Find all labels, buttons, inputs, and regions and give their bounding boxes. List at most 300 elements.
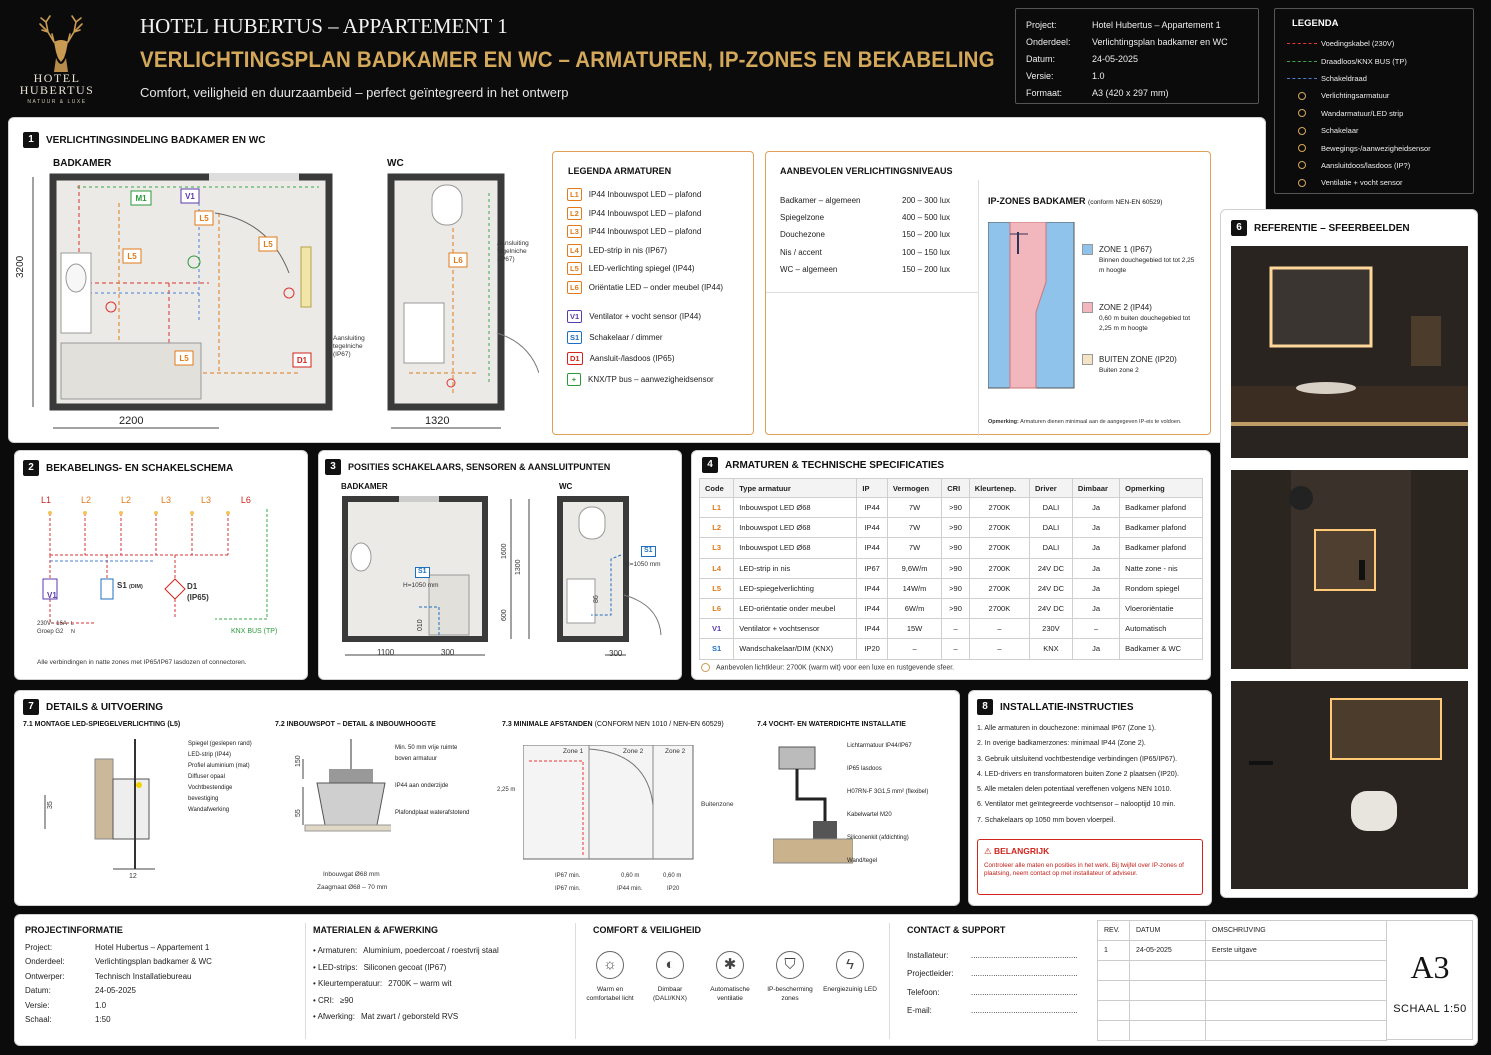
positions-plan — [339, 495, 679, 670]
spec-code-cell — [700, 518, 734, 538]
legend-item — [1283, 139, 1473, 156]
footer-value: Aluminium, poedercoat / roestvrij staal — [363, 946, 499, 955]
spec-header-cell: Driver — [1029, 479, 1072, 498]
footer-value: Technisch Installatiebureau — [95, 971, 192, 981]
note-bath-niche: Aansluiting tegelniche (IP67) — [333, 335, 365, 359]
section-2-title: 2 BEKABELINGS- EN SCHAKELSCHEMA — [23, 460, 233, 476]
footer-mat-row — [313, 960, 499, 977]
bathroom-label: BADKAMER — [53, 158, 112, 169]
footer-contact-title: CONTACT & SUPPORT — [907, 925, 1006, 935]
footer-value: 2700K – warm wit — [388, 979, 452, 989]
niveau-row — [780, 226, 950, 243]
rev-cell: Eerste uitgave — [1206, 941, 1387, 961]
s3-wc-label: WC — [559, 482, 573, 491]
legend-item — [1283, 70, 1473, 87]
spec-cell-ip: IP44 — [857, 498, 887, 518]
project-info-key: Onderdeel: — [1026, 37, 1071, 47]
rev-cell — [1206, 961, 1387, 981]
footer-key: CRI: — [318, 995, 335, 1005]
niveau-lux: 200 – 300 lux — [902, 196, 951, 205]
spec-cell-dim: – — [1072, 619, 1119, 639]
armatuur-code: L6 — [567, 281, 582, 294]
ipzone-desc: 0,60 m buiten douchegebied tot 2,25 m m hoogte — [1099, 315, 1191, 332]
spec-code-cell — [700, 619, 734, 639]
legend-item-label: Bewegings-/aanwezigheidsensor — [1321, 143, 1431, 153]
footer-mat-row — [313, 943, 499, 960]
armatuur-label: LED-verlichting spiegel (IP44) — [588, 264, 695, 273]
section-6-title: 6 REFERENTIE – SFEERBEELDEN — [1231, 220, 1410, 236]
marker-l6: L6 — [453, 256, 463, 265]
armatuur-legend-row — [567, 225, 723, 238]
project-info-value: Hotel Hubertus – Appartement 1 — [1092, 20, 1221, 30]
ventilation-icon: ✱ — [716, 951, 744, 979]
spec-cell-drv: 24V DC — [1029, 558, 1072, 578]
rev-row — [1098, 1021, 1387, 1041]
rev-header-cell: DATUM — [1130, 921, 1206, 941]
armatuur-code: L5 — [567, 262, 582, 275]
footer-key: Versie: — [25, 1000, 50, 1010]
dim-600: 600 — [501, 609, 508, 621]
niveau-lux: 100 – 150 lux — [902, 247, 951, 257]
spec-code: L2 — [712, 523, 722, 533]
niveau-area: Badkamer – algemeen — [780, 196, 861, 205]
panel-referentie — [1220, 209, 1478, 898]
armatuur-label: Ventilator + vocht sensor (IP44) — [589, 312, 702, 321]
fan-icon — [1283, 179, 1321, 187]
detail-72-dim-a: 150 — [295, 755, 302, 767]
spec-code: L5 — [712, 583, 722, 593]
spec-cell-drv: 24V DC — [1029, 598, 1072, 618]
footer-value: Verlichtingsplan badkamer & WC — [95, 957, 212, 967]
legenda-armaturen — [552, 151, 754, 435]
legend-title: LEGENDA — [1292, 18, 1339, 29]
armatuur-label: LED-strip in nis (IP67) — [588, 245, 668, 255]
rev-cell — [1098, 961, 1130, 981]
footer-key: E-mail: — [907, 1006, 932, 1016]
detail-73-height: 2,25 m — [497, 787, 516, 793]
footer-mat-row — [313, 1009, 499, 1026]
spec-cell-drv: DALI — [1029, 538, 1072, 558]
spec-cell-type: Inbouwspot LED Ø68 — [734, 518, 857, 538]
specs-note: Aanbevolen lichtkleur: 2700K (warm wit) voor een luxe en rustgevende sfeer. — [701, 663, 954, 673]
detail-label: Plafondplaat waterafstotend — [395, 810, 470, 816]
shield-icon: ⛉ — [776, 951, 804, 979]
footer-mat-title: MATERIALEN & AFWERKING — [313, 925, 438, 935]
bullet: • — [313, 1012, 318, 1022]
ipzone-swatch — [1082, 302, 1093, 313]
spec-header-cell: Opmerking — [1120, 479, 1203, 498]
wiring-d1: D1 (IP65) — [187, 582, 209, 602]
project-info-key: Formaat: — [1026, 88, 1063, 98]
comfort-item — [641, 951, 699, 1003]
legend-item — [1283, 174, 1473, 191]
detail-label: Spiegel (geslepen rand) — [188, 741, 252, 747]
spec-cell-p: 15W — [887, 619, 941, 639]
line-swatch-icon — [1283, 61, 1321, 62]
spec-cell-ip: IP44 — [857, 518, 887, 538]
photo-shower — [1231, 470, 1468, 669]
armatuur-legend-row — [567, 188, 723, 201]
spec-cell-cri: >90 — [942, 578, 970, 598]
spec-row — [700, 619, 1203, 639]
bullet: • — [313, 995, 319, 1005]
footer-comfort-title: COMFORT & VEILIGHEID — [593, 925, 701, 935]
comfort-label: Warm en comfortabel licht — [586, 986, 634, 1002]
detail-label: Kabelwartel M20 — [847, 812, 892, 818]
spec-cell-type: Inbouwspot LED Ø68 — [734, 538, 857, 558]
legend-item-label: Schakeldraad — [1321, 73, 1367, 83]
detail-label: IP65 lasdoos — [847, 766, 882, 772]
supply-label: 230V~ 16A Groep G2 — [37, 621, 67, 635]
spec-code-cell — [700, 498, 734, 518]
spec-cell-ip: IP44 — [857, 619, 887, 639]
ipzone-name: BUITEN ZONE (IP20) — [1099, 355, 1177, 364]
panel-bekabeling — [14, 450, 308, 680]
detail-label: IP44 aan onderzijde — [395, 783, 449, 789]
ipzone-item — [1082, 354, 1210, 376]
wc-height-note: H=1050 mm — [625, 561, 661, 568]
marker-l5-d: L5 — [179, 354, 189, 363]
project-info-value: A3 (420 x 297 mm) — [1092, 88, 1169, 98]
footer-mat-row — [313, 976, 499, 993]
legend-item — [1283, 105, 1473, 122]
marker-l5-b: L5 — [263, 240, 273, 249]
spec-header-cell: Code — [700, 479, 734, 498]
footer-value: 24-05-2025 — [95, 986, 136, 996]
spec-cell-dim: Ja — [1072, 558, 1119, 578]
niveau-lux: 400 – 500 lux — [902, 213, 951, 223]
project-info-value: Verlichtingsplan badkamer en WC — [1092, 37, 1228, 47]
rev-cell — [1098, 1021, 1130, 1041]
niveau-area: Spiegelzone — [780, 213, 825, 223]
detail-73-zone2a: Zone 2 — [623, 748, 644, 755]
wiring-s1: S1 (DIM) — [117, 581, 143, 590]
line-swatch-icon — [1283, 78, 1321, 79]
footer-key: Kleurtemperatuur: — [318, 979, 383, 989]
spec-code-cell — [700, 578, 734, 598]
wiring-lamp: L6 — [240, 495, 251, 505]
rev-row — [1098, 941, 1387, 961]
oval-icon — [1283, 109, 1321, 117]
spec-row — [700, 639, 1203, 659]
legend-item — [1283, 122, 1473, 139]
dim-1100: 1100 — [377, 648, 395, 657]
bulb-note-icon — [701, 663, 710, 672]
spec-header-cell: Kleurtenep. — [969, 479, 1029, 498]
spec-row — [700, 498, 1203, 518]
niveau-row — [780, 261, 950, 278]
niveau-area: WC – algemeen — [780, 264, 838, 274]
detail-watertight-section — [773, 739, 853, 879]
legend-item-label: Schakelaar — [1321, 126, 1359, 136]
warning-icon: ⚠ — [984, 846, 994, 856]
detail-mirror-section — [35, 739, 185, 889]
spec-cell-cri: >90 — [942, 598, 970, 618]
spec-cell-type: Wandschakelaar/DIM (KNX) — [734, 639, 857, 659]
spec-cell-cri: >90 — [942, 498, 970, 518]
niveau-lux: 150 – 200 lux — [902, 230, 951, 240]
bathroom-floorplan — [19, 173, 539, 443]
comfort-item — [701, 951, 759, 1003]
rev-cell — [1130, 1021, 1206, 1041]
sun-icon — [1283, 92, 1321, 100]
spec-cell-k: 2700K — [969, 538, 1029, 558]
spec-cell-type: LED-oriëntatie onder meubel — [734, 598, 857, 618]
spec-cell-dim: Ja — [1072, 598, 1119, 618]
rev-cell — [1206, 1001, 1387, 1021]
spec-row — [700, 558, 1203, 578]
page-tagline: Comfort, veiligheid en duurzaambeid – perfect geïntegreerd in het ontwerp — [140, 85, 569, 100]
niveau-lux: 150 – 200 lux — [902, 264, 951, 274]
footer-value: ................................................ — [971, 951, 1078, 960]
niveaus-title: AANBEVOLEN VERLICHTINGSNIVEAUS — [780, 166, 953, 176]
spec-cell-cri: – — [942, 619, 970, 639]
rev-cell — [1098, 981, 1130, 1001]
footer-kv-row — [907, 984, 1078, 1002]
footer-value: Siliconen gecoat (IP67) — [363, 962, 447, 972]
spec-cell-ip: IP67 — [857, 558, 887, 578]
armatuur-code: L4 — [567, 244, 582, 257]
spec-header-cell: Vermogen — [887, 479, 941, 498]
ipzone-swatch — [1082, 244, 1093, 255]
detail-72-cut2: Zaagmaat Ø68 – 70 mm — [317, 884, 388, 891]
spec-cell-rem: Vloeroriëntatie — [1120, 598, 1203, 618]
footer-key: Telefoon: — [907, 987, 940, 997]
spec-cell-k: 2700K — [969, 498, 1029, 518]
spec-cell-drv: 24V DC — [1029, 578, 1072, 598]
rev-cell — [1206, 1021, 1387, 1041]
wiring-v1: V1 — [47, 591, 57, 600]
detail-73-ip67a: IP67 min. — [555, 873, 581, 879]
dim-height: 3200 — [15, 255, 26, 278]
switch-icon — [1283, 127, 1321, 135]
armatuur-code: V1 — [567, 310, 582, 323]
wiring-lamp: L3 — [160, 495, 171, 505]
revision-table — [1097, 920, 1387, 1041]
knx-label: KNX BUS (TP) — [231, 628, 278, 635]
legend-item-label: Voedingskabel (230V) — [1321, 39, 1395, 49]
spec-cell-k: 2700K — [969, 598, 1029, 618]
legend-item-label: Wandarmatuur/LED strip — [1321, 108, 1404, 118]
rev-cell — [1098, 1001, 1130, 1021]
section-3-title: 3 POSITIES SCHAKELAARS, SENSOREN & AANSLUITPUNTEN — [325, 459, 610, 475]
detail-73-outer: Buitenzone — [701, 801, 734, 808]
detail-71-title: 7.1 MONTAGE LED-SPIEGELVERLICHTING (L5) — [23, 721, 181, 728]
footer-kv-row — [25, 955, 212, 969]
spec-code: S1 — [712, 644, 722, 654]
dim-010: 010 — [417, 619, 424, 631]
spec-cell-k: – — [969, 639, 1029, 659]
spec-cell-rem: Badkamer & WC — [1120, 639, 1203, 659]
detail-71-dim-h: 12 — [129, 873, 137, 880]
detail-label: Vochtbestendige bevestiging — [188, 785, 233, 802]
footer-kv-row — [25, 984, 212, 998]
armatuur-code: S1 — [567, 331, 582, 344]
project-info-value: 24-05-2025 — [1092, 54, 1139, 64]
niveaus-panel — [765, 151, 1211, 435]
spec-cell-p: 6W/m — [887, 598, 941, 618]
footer-value: Mat zwart / geborsteld RVS — [360, 1012, 459, 1022]
armatuur-label: IP44 Inbouwspot LED – plafond — [588, 227, 702, 236]
footer-value: ≥90 — [340, 995, 354, 1005]
marker-l5-c: L5 — [127, 252, 137, 261]
project-info-value: 1.0 — [1092, 71, 1105, 81]
rev-header-row — [1098, 921, 1387, 941]
wiring-lamp: L2 — [80, 495, 91, 505]
spec-cell-cri: >90 — [942, 518, 970, 538]
footer-key: Project: — [25, 943, 53, 952]
spec-code: L6 — [712, 604, 722, 614]
armatuur-code: L1 — [567, 188, 582, 201]
detail-label: Wand/tegel — [847, 858, 878, 864]
scale-label: SCHAAL 1:50 — [1393, 1003, 1467, 1015]
footer-value: 1.0 — [95, 1000, 107, 1010]
section-1-title: 1 VERLICHTINGSINDELING BADKAMER EN WC — [23, 132, 265, 148]
spec-cell-p: 7W — [887, 538, 941, 558]
footer-key: Schaal: — [25, 1015, 52, 1025]
spec-code-cell — [700, 538, 734, 558]
armatuur-legend-row — [567, 352, 714, 365]
spec-header-cell: CRI — [942, 479, 970, 498]
footer-kv-row — [25, 1013, 212, 1027]
rev-cell: 1 — [1098, 941, 1130, 961]
spec-cell-type: LED-strip in nis — [734, 558, 857, 578]
ipzone-desc: Buiten zone 2 — [1099, 367, 1139, 374]
spec-cell-dim: Ja — [1072, 578, 1119, 598]
detail-71-dim-v: 35 — [47, 801, 54, 809]
footer-key: Projectleider: — [907, 969, 954, 979]
detail-label: Lichtarmatuur IP44/IP67 — [847, 743, 912, 749]
dim-width-bath: 2200 — [119, 415, 144, 427]
bolt-icon: ϟ — [836, 951, 864, 979]
project-info-key: Versie: — [1026, 71, 1054, 81]
spec-cell-cri: >90 — [942, 558, 970, 578]
ipzones-diagram — [988, 222, 1076, 390]
spec-cell-cri: – — [942, 639, 970, 659]
niveau-row — [780, 192, 950, 209]
legend-item — [1283, 52, 1473, 69]
spec-table — [699, 478, 1203, 660]
dim-300-wc: 300 — [609, 649, 623, 658]
detail-73-zone1: Zone 1 — [563, 748, 584, 755]
armatuur-legend-row — [567, 373, 714, 386]
spec-header-cell: IP — [857, 479, 887, 498]
rev-cell — [1130, 961, 1206, 981]
section-8-title: 8 INSTALLATIE-INSTRUCTIES — [977, 699, 1134, 715]
footer-proj-title: PROJECTINFORMATIE — [25, 925, 123, 935]
s3-s1-marker: S1 — [415, 567, 430, 578]
spec-row — [700, 538, 1203, 558]
armatuur-legend-row — [567, 281, 723, 294]
rev-row — [1098, 981, 1387, 1001]
armatuur-legend-row — [567, 331, 714, 344]
spec-cell-rem: Badkamer plafond — [1120, 498, 1203, 518]
project-info-key: Datum: — [1026, 54, 1056, 64]
detail-72-cut1: Inbouwgat Ø68 mm — [323, 871, 380, 878]
junction-icon — [1283, 161, 1321, 169]
project-info-row — [1026, 17, 1228, 34]
detail-74-title: 7.4 VOCHT- EN WATERDICHTE INSTALLATIE — [757, 721, 906, 728]
warning-title: ⚠ BELANGRIJK — [984, 846, 1050, 856]
detail-label: H07RN-F 3G1,5 mm² (flexibel) — [847, 789, 929, 795]
armatuur-legend-row — [567, 244, 723, 257]
legend-item-label: Aansluitdoos/lasdoos (IP?) — [1321, 160, 1411, 170]
spec-header-cell: Dimbaar — [1072, 479, 1119, 498]
legend-item-label: Draadloos/KNX BUS (TP) — [1321, 56, 1407, 66]
neutral-label: N — [71, 629, 75, 635]
footer-key: Armaturen: — [317, 946, 358, 955]
spec-cell-ip: IP44 — [857, 598, 887, 618]
armatuur-label: Oriëntatie LED – onder meubel (IP44) — [588, 282, 724, 292]
spec-code: L4 — [712, 563, 722, 573]
rev-cell — [1206, 981, 1387, 1001]
legenda-armaturen-title: LEGENDA ARMATUREN — [568, 166, 672, 176]
legend-item — [1283, 35, 1473, 52]
spec-cell-k: 2700K — [969, 558, 1029, 578]
spec-code-cell — [700, 639, 734, 659]
spec-cell-type: Ventilator + vochtsensor — [734, 619, 857, 639]
detail-label: Profiel aluminium (mat) — [188, 763, 250, 769]
project-info-row — [1026, 51, 1228, 68]
s3-bath-label: BADKAMER — [341, 482, 388, 491]
footer-kv-row — [25, 941, 212, 955]
project-info-key: Project: — [1026, 20, 1057, 30]
detail-73-d2: 0,60 m — [663, 873, 682, 879]
spec-cell-drv: 230V — [1029, 619, 1072, 639]
detail-spot-section — [291, 739, 391, 869]
legend-item — [1283, 157, 1473, 174]
armatuur-code: L2 — [567, 207, 582, 220]
footer-value: ................................................ — [971, 987, 1078, 997]
spec-code: L3 — [712, 543, 722, 553]
marker-m1: M1 — [135, 194, 147, 203]
detail-label: LED-strip (IP44) — [188, 752, 232, 758]
ipzone-item — [1082, 302, 1210, 334]
spec-cell-ip: IP44 — [857, 578, 887, 598]
spec-cell-p: 7W — [887, 518, 941, 538]
legend-item — [1283, 87, 1473, 104]
detail-label: Wandafwerking — [188, 807, 230, 813]
spec-cell-drv: DALI — [1029, 498, 1072, 518]
spec-row — [700, 518, 1203, 538]
legend-box — [1274, 8, 1474, 194]
spec-cell-p: 7W — [887, 498, 941, 518]
footer-kv-row — [25, 999, 212, 1013]
spec-code: L1 — [712, 503, 722, 513]
wiring-schematic — [35, 509, 305, 639]
detail-73-zone2b: Zone 2 — [665, 748, 686, 755]
rev-row — [1098, 961, 1387, 981]
spec-row — [700, 578, 1203, 598]
legend-item-label: Ventilatie + vocht sensor — [1321, 178, 1403, 188]
spec-code-cell — [700, 598, 734, 618]
panel-details — [14, 690, 960, 906]
footer-value: 1:50 — [95, 1015, 111, 1025]
spec-cell-dim: Ja — [1072, 538, 1119, 558]
detail-label: Diffuser opaal — [188, 774, 225, 780]
footer-key: Afwerking: — [317, 1012, 355, 1022]
bullet: • — [313, 962, 319, 972]
detail-73-title: 7.3 MINIMALE AFSTANDEN (CONFORM NEN 1010 / NEN-EN 60529) — [502, 721, 724, 728]
footer-value: ................................................ — [971, 969, 1078, 979]
wiring-lamp: L2 — [120, 495, 131, 505]
ipzone-desc: Binnen douchegebied tot tot 2,25 m hoogte — [1099, 257, 1195, 274]
instruction-item: 1. Alle armaturen in douchezone: minimaal IP67 (Zone 1). — [977, 725, 1156, 732]
detail-73-ip20: IP20 — [667, 886, 680, 892]
rev-row — [1098, 1001, 1387, 1021]
spec-cell-type: Inbouwspot LED Ø68 — [734, 498, 857, 518]
armatuur-legend-row — [567, 207, 723, 220]
